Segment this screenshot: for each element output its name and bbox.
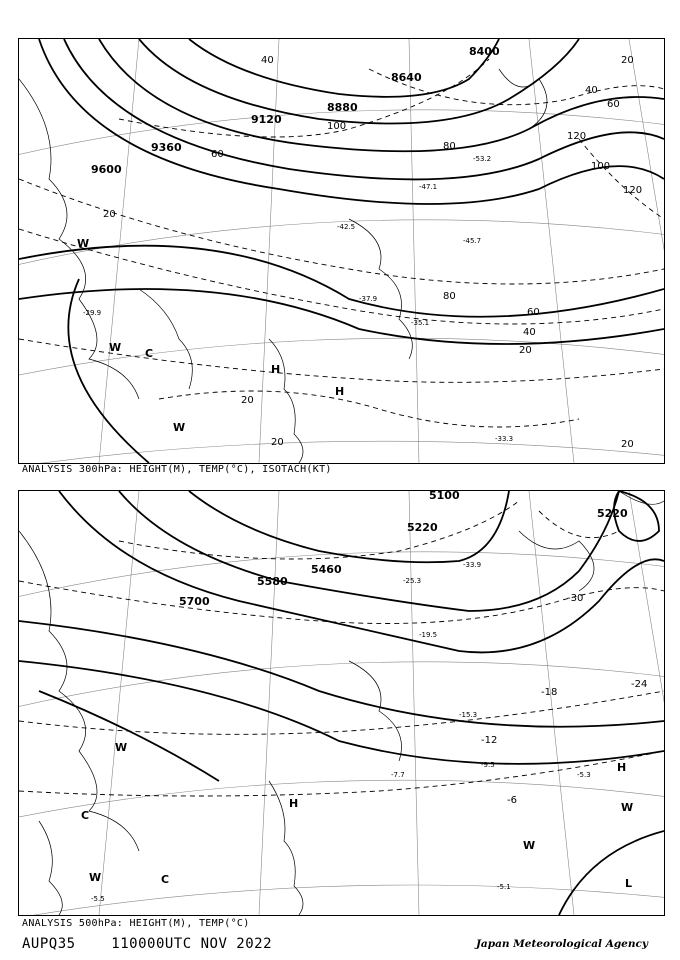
height-label-9120: 9120 <box>251 113 282 126</box>
isotach-label: 60 <box>211 149 224 160</box>
temp-sample: -5.3 <box>577 771 591 779</box>
map-500hpa-canvas <box>19 491 664 915</box>
isotherm-label: -12 <box>481 735 498 746</box>
isotach-label: 20 <box>519 345 532 356</box>
high-center: H <box>289 797 299 810</box>
temp-sample: -47.1 <box>419 183 438 191</box>
height-label-5580: 5580 <box>257 575 288 588</box>
high-center: H <box>271 363 281 376</box>
temp-sample: -33.9 <box>463 561 482 569</box>
chart-code: AUPQ35 <box>22 936 76 952</box>
height-labels <box>179 491 628 608</box>
isotherms <box>19 59 664 427</box>
temp-sample: -15.3 <box>459 711 478 719</box>
caption-500hpa: ANALYSIS 500hPa: HEIGHT(M), TEMP(°C) <box>22 918 250 929</box>
isotherm-label: -24 <box>631 679 648 690</box>
temp-sample: -5.1 <box>497 883 511 891</box>
low-center: L <box>625 877 633 890</box>
high-center: H <box>617 761 627 774</box>
height-label-5220: 5220 <box>407 521 438 534</box>
height-label-8400: 8400 <box>469 45 500 58</box>
isotach-label: 40 <box>261 55 274 66</box>
warm-center: W <box>523 839 536 852</box>
temp-sample: -25.3 <box>403 577 422 585</box>
high-center: H <box>335 385 345 398</box>
isotach-labels <box>103 55 642 450</box>
temp-sample: -35.1 <box>411 319 430 327</box>
temp-sample: -45.7 <box>463 237 482 245</box>
warm-center: W <box>115 741 128 754</box>
isotach-label: 120 <box>623 185 643 196</box>
isotach-label: 20 <box>241 395 254 406</box>
height-label-5700: 5700 <box>179 595 210 608</box>
warm-center: W <box>77 237 90 250</box>
chart-identifier <box>22 936 272 952</box>
temp-samples <box>91 561 591 903</box>
isotach-label: 100 <box>327 121 347 132</box>
temp-sample: -5.5 <box>91 895 105 903</box>
isotach-label: 20 <box>103 209 116 220</box>
height-label-9360: 9360 <box>151 141 182 154</box>
warm-center: W <box>109 341 122 354</box>
cold-center: C <box>145 347 154 360</box>
temp-sample: -53.2 <box>473 155 492 163</box>
temp-sample: -33.3 <box>495 435 514 443</box>
temp-sample: -42.5 <box>337 223 356 231</box>
isotach-label: 80 <box>443 141 456 152</box>
warm-center: W <box>621 801 634 814</box>
isotach-label: 60 <box>527 307 540 318</box>
isotach-label: 40 <box>523 327 536 338</box>
warm-center: W <box>89 871 102 884</box>
isotach-label: 80 <box>443 291 456 302</box>
height-labels <box>91 45 500 176</box>
cold-center: C <box>81 809 90 822</box>
height-label-8640: 8640 <box>391 71 422 84</box>
isotach-label: 20 <box>621 439 634 450</box>
caption-300hpa: ANALYSIS 300hPa: HEIGHT(M), TEMP(°C), ISOTACH(KT) <box>22 464 332 475</box>
temp-sample: -29.9 <box>83 309 102 317</box>
height-label-9600: 9600 <box>91 163 122 176</box>
isotach-label: 100 <box>591 161 611 172</box>
isotherm-label: -30 <box>567 593 584 604</box>
map-300hpa-canvas <box>19 39 664 463</box>
map-300hpa <box>18 38 665 464</box>
temp-sample: -37.9 <box>359 295 378 303</box>
temp-sample: -9.5 <box>481 761 495 769</box>
isotach-label: 20 <box>271 437 284 448</box>
map-500hpa <box>18 490 665 916</box>
agency-name: Japan Meteorological Agency <box>475 938 648 950</box>
isotach-label: 40 <box>585 85 598 96</box>
isotach-label: 120 <box>567 131 587 142</box>
height-label-5460: 5460 <box>311 563 342 576</box>
temp-sample: -7.7 <box>391 771 405 779</box>
isotach-label: 60 <box>607 99 620 110</box>
isotherm-labels <box>481 593 647 806</box>
height-label-5220-east: 5220 <box>597 507 628 520</box>
cold-center: C <box>161 873 170 886</box>
valid-time: 110000UTC NOV 2022 <box>111 936 273 952</box>
isotach-label: 20 <box>621 55 634 66</box>
height-label-8880: 8880 <box>327 101 358 114</box>
isotherm-label: -6 <box>507 795 517 806</box>
height-label-5100: 5100 <box>429 491 460 502</box>
temp-sample: -19.5 <box>419 631 438 639</box>
warm-center: W <box>173 421 186 434</box>
isotherm-label: -18 <box>541 687 558 698</box>
coastlines <box>19 69 547 463</box>
pressure-centers <box>77 237 344 434</box>
